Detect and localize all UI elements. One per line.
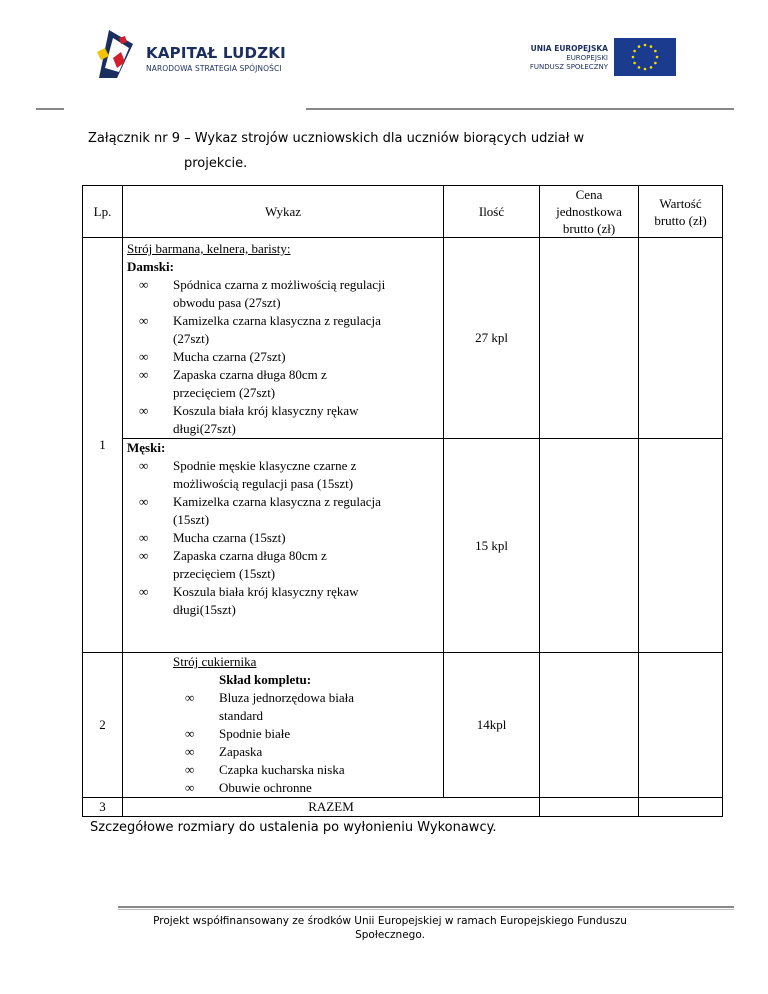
list-item-text: Spodnie męskie klasyczne czarne z <box>173 458 357 473</box>
list-item-text: Koszula biała krój klasyczny rękaw <box>173 403 359 418</box>
bullet-icon: ∞ <box>185 780 195 795</box>
footer-text <box>110 914 670 942</box>
list-item <box>127 583 439 619</box>
row1-damski-price <box>540 238 639 439</box>
list-item-text: możliwością regulacji pasa (15szt) <box>173 476 354 491</box>
attachment-title-line1: Załącznik nr 9 – Wykaz strojów uczniowskich dla uczniów biorących udział w <box>88 131 585 146</box>
header-cena-line2: jednostkowa <box>556 204 622 219</box>
bullet-icon: ∞ <box>139 277 149 292</box>
row3-razem: RAZEM <box>123 798 540 817</box>
table-row <box>83 653 723 798</box>
row1-meski-cell <box>123 439 444 653</box>
row1-meski-label: Męski: <box>127 440 166 455</box>
kapital-ludzki-subtitle: NARODOWA STRATEGIA SPÓJNOŚCI <box>146 64 282 73</box>
list-item <box>127 348 439 366</box>
row3-value <box>639 798 723 817</box>
ue-logo-line2: EUROPEJSKI <box>566 54 608 62</box>
row1-damski-label: Damski: <box>127 259 174 274</box>
row3-lp: 3 <box>83 798 123 817</box>
kapital-ludzki-logo-icon <box>95 28 135 80</box>
bullet-icon: ∞ <box>185 762 195 777</box>
row1-lp: 1 <box>83 238 123 653</box>
list-item-text: przecięciem (27szt) <box>173 385 276 400</box>
list-item-text: (27szt) <box>173 331 210 346</box>
list-item-text: Bluza jednorzędowa biała <box>219 690 354 705</box>
list-item-text: Mucha czarna (27szt) <box>173 349 286 364</box>
footer-line1: Projekt współfinansowany ze środków Unii Europejskiej w ramach Europejskiego Funduszu <box>153 915 627 927</box>
header-wykaz: Wykaz <box>123 186 444 238</box>
row2-lp: 2 <box>83 653 123 798</box>
list-item <box>173 743 439 761</box>
table-header-row <box>83 186 723 238</box>
header-wartosc-line2: brutto (zł) <box>654 212 707 228</box>
row1-meski-price <box>540 439 639 653</box>
header-ilosc: Ilość <box>444 186 540 238</box>
bullet-icon: ∞ <box>139 458 149 473</box>
list-item-text: Zapaska czarna długa 80cm z <box>173 367 327 382</box>
bullet-icon: ∞ <box>185 690 195 705</box>
row1-damski-value <box>639 238 723 439</box>
header-cena <box>540 186 639 238</box>
list-item <box>173 725 439 743</box>
header-cena-line3: brutto (zł) <box>562 221 616 236</box>
table-row <box>83 238 723 439</box>
row2-value <box>639 653 723 798</box>
header-rule-left <box>36 108 64 110</box>
bullet-icon: ∞ <box>139 403 149 418</box>
list-item <box>127 547 439 583</box>
footer-rule-thin <box>118 909 734 910</box>
bullet-icon: ∞ <box>139 494 149 509</box>
list-item-text: Koszula biała krój klasyczny rękaw <box>173 584 359 599</box>
row1-meski-value <box>639 439 723 653</box>
list-item-text: obwodu pasa (27szt) <box>173 295 281 310</box>
list-item <box>127 529 439 547</box>
list-item-text: Spodnie białe <box>219 726 291 741</box>
list-item-text: Zapaska czarna długa 80cm z <box>173 548 327 563</box>
sizes-note: Szczegółowe rozmiary do ustalenia po wyłonieniu Wykonawcy. <box>90 820 497 835</box>
list-item-text: Obuwie ochronne <box>219 780 312 795</box>
list-item <box>173 761 439 779</box>
row2-subheading: Skład kompletu: <box>219 672 312 687</box>
list-item-text: Czapka kucharska niska <box>219 762 345 777</box>
list-item-text: Kamizelka czarna klasyczna z regulacja <box>173 494 381 509</box>
row1-meski-qty: 15 kpl <box>444 439 540 653</box>
row1-heading: Strój barmana, kelnera, baristy: <box>127 241 291 256</box>
bullet-icon: ∞ <box>185 726 195 741</box>
list-item-text: Kamizelka czarna klasyczna z regulacja <box>173 313 381 328</box>
list-item <box>127 276 439 312</box>
eu-flag-icon <box>614 38 676 76</box>
attachment-title <box>88 126 698 176</box>
attachment-title-line2: projekcie. <box>184 156 248 171</box>
row2-price <box>540 653 639 798</box>
bullet-icon: ∞ <box>139 584 149 599</box>
header-rule-right <box>306 108 734 110</box>
list-item-text: długi(15szt) <box>173 602 236 617</box>
list-item <box>127 493 439 529</box>
footer-line2: Społecznego. <box>355 929 425 941</box>
list-item <box>127 457 439 493</box>
meski-list <box>127 457 439 619</box>
ue-logo-line3: FUNDUSZ SPOŁECZNY <box>529 63 608 71</box>
header-lp: Lp. <box>83 186 123 238</box>
header-wartosc <box>639 186 723 238</box>
list-item <box>127 366 439 402</box>
row1-damski-qty: 27 kpl <box>444 238 540 439</box>
row2-items-cell <box>123 653 444 798</box>
bullet-icon: ∞ <box>139 548 149 563</box>
list-item-text: Zapaska <box>219 744 263 759</box>
list-item-text: przecięciem (15szt) <box>173 566 276 581</box>
kapital-ludzki-title: KAPITAŁ LUDZKI <box>146 44 286 62</box>
row1-damski-cell <box>123 238 444 439</box>
header-cena-line1: Cena <box>575 187 603 202</box>
bullet-icon: ∞ <box>139 349 149 364</box>
bullet-icon: ∞ <box>139 367 149 382</box>
bullet-icon: ∞ <box>139 530 149 545</box>
list-item <box>173 689 439 725</box>
list-item-text: Mucha czarna (15szt) <box>173 530 286 545</box>
cukiernik-list <box>173 689 439 797</box>
table-row <box>83 798 723 817</box>
row2-qty: 14kpl <box>444 653 540 798</box>
list-item <box>127 402 439 438</box>
header-wartosc-line1: Wartość <box>659 195 702 211</box>
bullet-icon: ∞ <box>185 744 195 759</box>
list-item <box>173 779 439 797</box>
list-item <box>127 312 439 348</box>
row2-heading: Strój cukiernika <box>173 654 257 669</box>
ue-logo-line1: UNIA EUROPEJSKA <box>530 44 608 53</box>
row3-price <box>540 798 639 817</box>
list-item-text: długi(27szt) <box>173 421 236 436</box>
list-item-text: (15szt) <box>173 512 210 527</box>
list-item-text: standard <box>219 708 264 723</box>
uniform-list-table <box>82 185 723 817</box>
bullet-icon: ∞ <box>139 313 149 328</box>
table-row <box>83 439 723 653</box>
list-item-text: Spódnica czarna z możliwością regulacji <box>173 277 386 292</box>
footer-rule <box>118 906 734 908</box>
damski-list <box>127 276 439 438</box>
